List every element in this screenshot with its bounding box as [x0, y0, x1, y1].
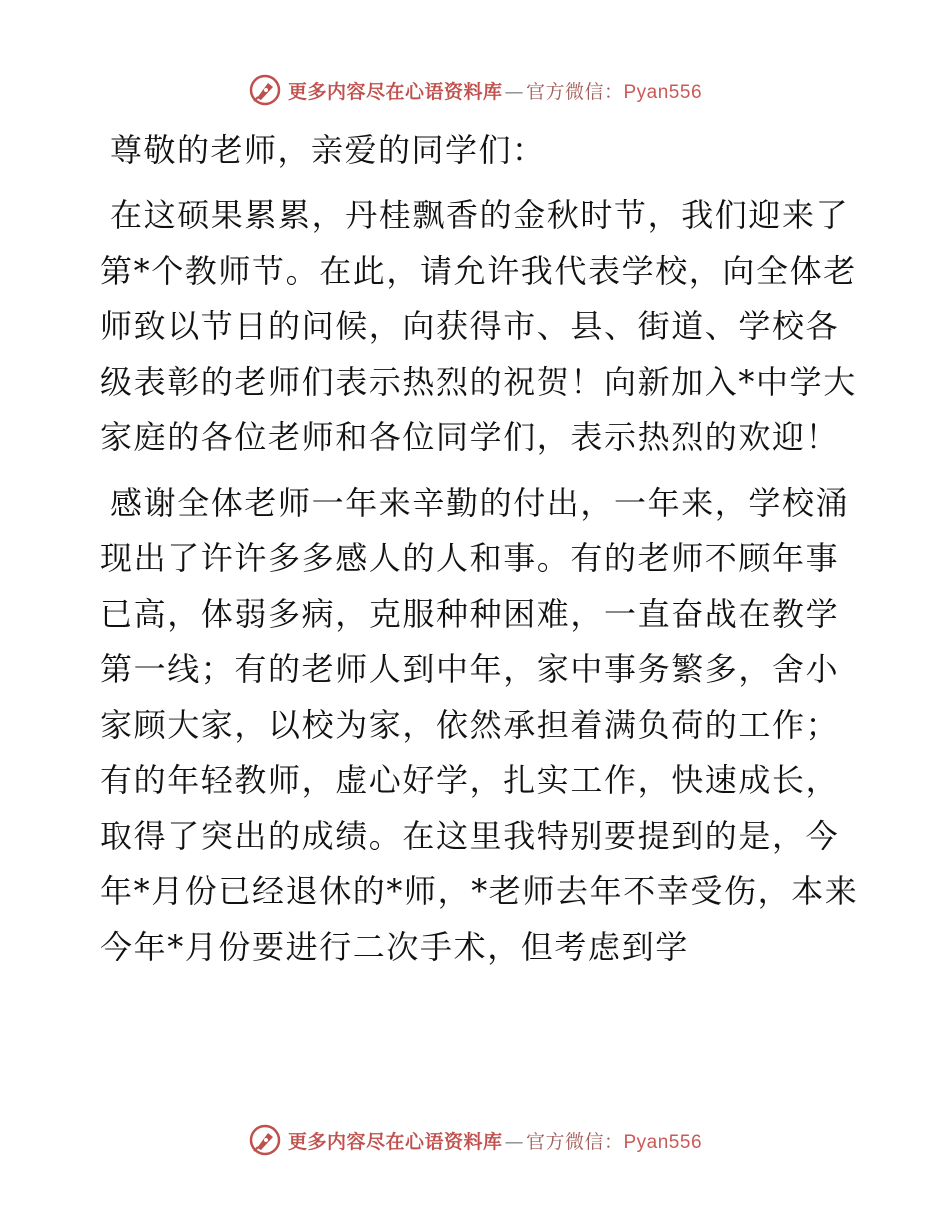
paragraph-2: 感谢全体老师一年来辛勤的付出，一年来，学校涌现出了许许多多感人的人和事。有的老师不顾年事已高，体弱多病，克服种种困难，一直奋战在教学第一线；有的老师人到中年，家中事务繁多，舍小家顾大家，以校为家，依然承担着满负荷的工作；有的年轻教师，虚心好学，扎实工作，快速成长，取得了突出的成绩。在这里我特别要提到的是，今年*月份已经退休的*师，*老师去年不幸受伤，本来今年*月份要进行二次手术，但考虑到学 [100, 483, 859, 966]
watermark-text [288, 77, 702, 104]
watermark-account: Pyan556 [623, 81, 703, 103]
watermark-text [288, 1127, 702, 1154]
header-watermark-banner [0, 70, 950, 110]
watermark-account: Pyan556 [623, 1131, 703, 1153]
watermark-main-text: 更多内容尽在心语资料库 [287, 80, 503, 103]
document-body [100, 122, 860, 975]
footer-watermark-banner [0, 1120, 950, 1160]
watermark-dash: — [504, 1130, 524, 1153]
pen-nib-logo-icon [248, 73, 282, 107]
watermark-wechat-label: 官方微信： [525, 1130, 624, 1153]
watermark-dash: — [504, 80, 524, 103]
paragraph-1: 在这硕果累累，丹桂飘香的金秋时节，我们迎来了第*个教师节。在此，请允许我代表学校，向全体老师致以节日的问候，向获得市、县、街道、学校各级表彰的老师们表示热烈的祝贺！向新加入*中学大家庭的各位老师和各位同学们，表示热烈的欢迎！ [100, 196, 857, 456]
watermark-main-text: 更多内容尽在心语资料库 [287, 1130, 503, 1153]
greeting: 尊敬的老师，亲爱的同学们： [110, 131, 546, 169]
watermark-wechat-label: 官方微信： [525, 80, 624, 103]
pen-nib-logo-icon [248, 1123, 282, 1157]
